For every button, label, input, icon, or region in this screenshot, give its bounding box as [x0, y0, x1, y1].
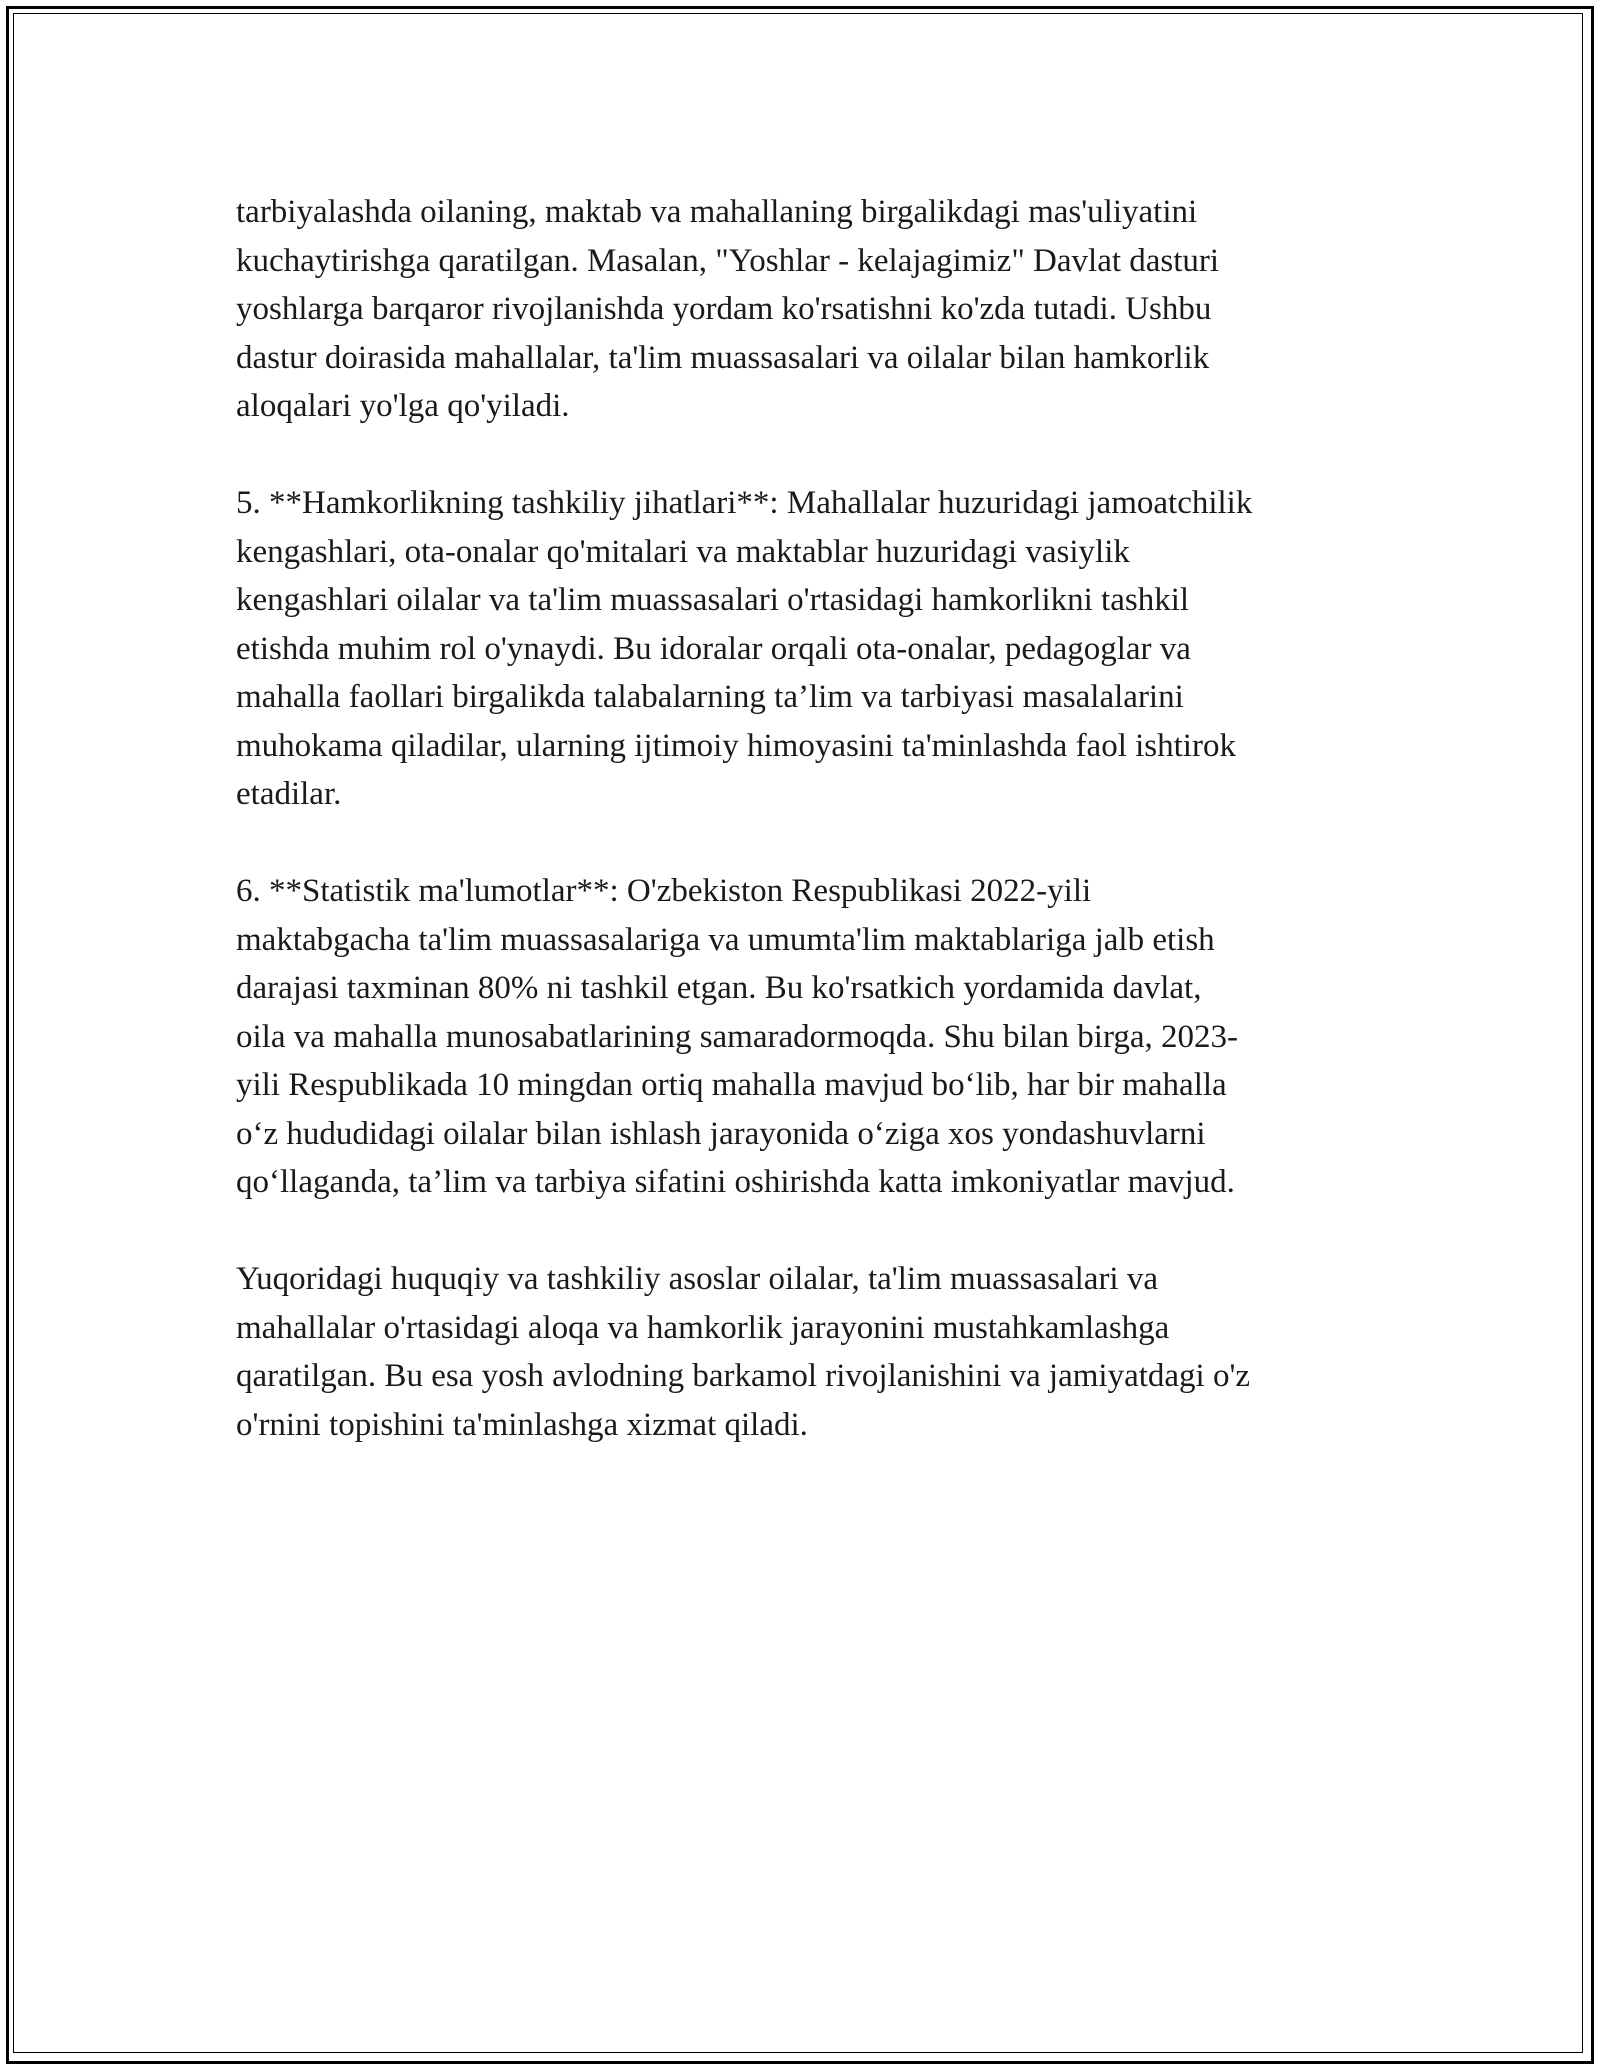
document-body	[236, 188, 1376, 1498]
paragraph-conclusion: Yuqoridagi huquqiy va tashkiliy asoslar oilalar, ta'lim muassasalari va mahallalar o'rtasidagi aloqa va hamkorlik jarayonini mustahkamlashga qaratilgan. Bu esa yosh avlodning barkamol rivojlanishini va jamiyatdagi o'z o'rnini topishini ta'minlashga xizmat qiladi.	[236, 1261, 1251, 1443]
paragraph-item-6-statistics: 6. **Statistik ma'lumotlar**: O'zbekiston Respublikasi 2022-yili maktabgacha ta'lim muassasalariga va umumta'lim maktablariga jalb etish darajasi taxminan 80% ni tashkil etgan. Bu ko'rsatkich yordamida davlat, oila va mahalla munosabatlarining samaradormoqda. Shu bilan birga, 2023- yili Respublikada 10 mingdan ortiq mahalla mavjud bo‘lib, har bir mahalla o‘z hududidagi oilalar bilan ishlash jarayonida o‘ziga xos yondashuvlarni qo‘llaganda, ta’lim va tarbiya sifatini oshirishda katta imkoniyatlar mavjud.	[236, 873, 1238, 1200]
paragraph-intro-continuation: tarbiyalashda oilaning, maktab va mahallaning birgalikdagi mas'uliyatini kuchaytirishga qaratilgan. Masalan, "Yoshlar - kelajagimiz" Davlat dasturi yoshlarga barqaror rivojlanishda yordam ko'rsatishni ko'zda tutadi. Ushbu dastur doirasida mahallalar, ta'lim muassasalari va oilalar bilan hamkorlik aloqalari yo'lga qo'yiladi.	[236, 194, 1220, 424]
paragraph-item-5-organizational-aspects: 5. **Hamkorlikning tashkiliy jihatlari**: Mahallalar huzuridagi jamoatchilik kengashlari, ota-onalar qo'mitalari va maktablar huzuridagi vasiylik kengashlari oilalar va ta'lim muassasalari o'rtasidagi hamkorlikni tashkil etishda muhim rol o'ynaydi. Bu idoralar orqali ota-onalar, pedagoglar va mahalla faollari birgalikda talabalarning ta’lim va tarbiyasi masalalarini muhokama qiladilar, ularning ijtimoiy himoyasini ta'minlashda faol ishtirok etadilar.	[236, 485, 1253, 812]
